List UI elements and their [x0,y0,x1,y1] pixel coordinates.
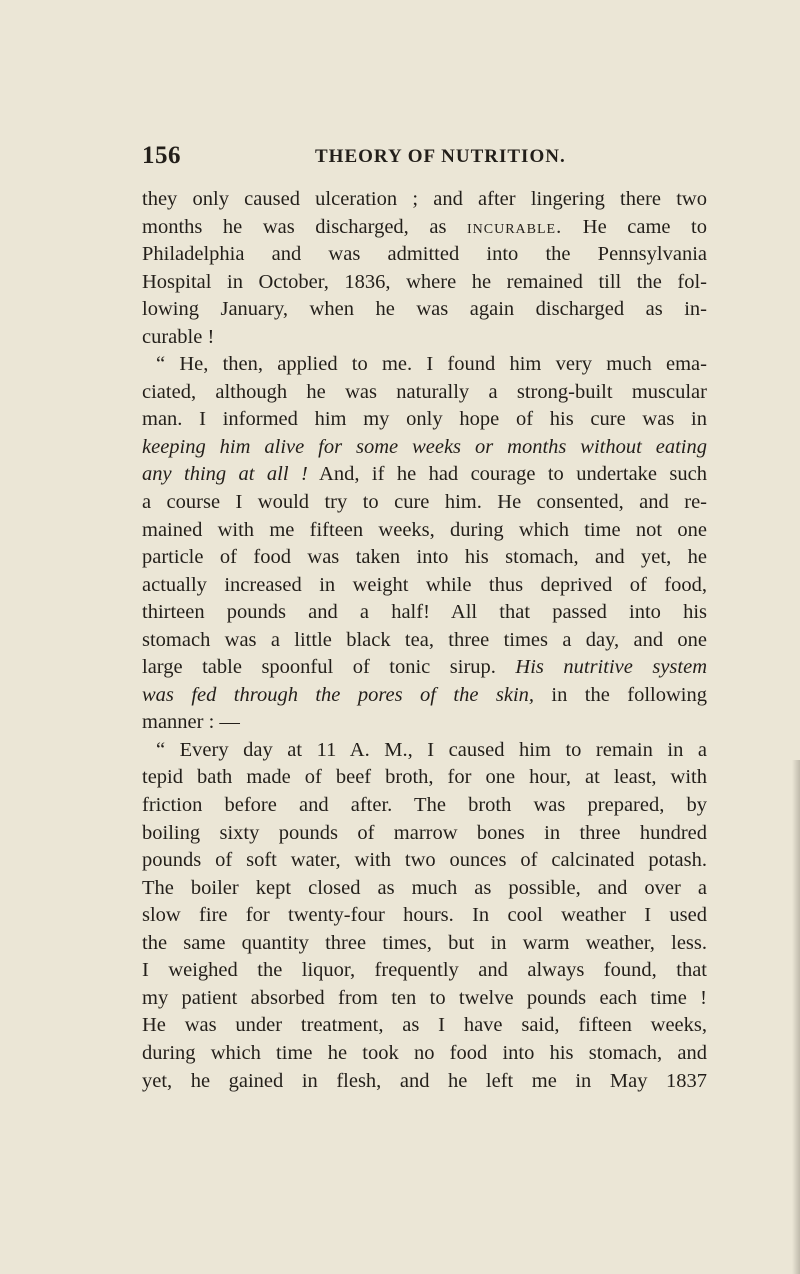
text-segment: manner : — [142,711,240,734]
italic-text: any thing at all ! [142,463,308,486]
page-edge-shadow [792,760,800,1274]
text-segment: yet, he gained in flesh, and he left me in May 1837 [142,1069,707,1092]
text-line [142,654,707,682]
text-segment: mained with me fifteen weeks, during which time not one [142,518,707,541]
text-segment: actually increased in weight while thus deprived of food, [142,573,707,596]
text-line [142,682,707,710]
text-segment: I weighed the liquor, frequently and always found, that [142,959,707,982]
page-number: 156 [142,142,181,169]
text-segment: friction before and after. The broth was prepared, by [142,794,707,817]
text-segment: pounds of soft water, with two ounces of calcinated potash. [142,849,707,872]
text-line [142,406,707,434]
text-segment: the same quantity three times, but in warm weather, less. [142,931,707,954]
text-segment: a course I would try to cure him. He consented, and re- [142,491,707,514]
text-line [142,489,707,517]
text-line [142,572,707,600]
text-segment: thirteen pounds and a half! All that passed into his [142,601,707,624]
text-line [142,351,707,379]
text-line [142,296,707,324]
text-segment: boiling sixty pounds of marrow bones in three hundred [142,821,707,844]
text-line [142,1068,707,1096]
body-text [142,186,707,1095]
text-segment: stomach was a little black tea, three times a day, and one [142,628,707,651]
text-segment: Philadelphia and was admitted into the Pennsylvania [142,243,707,266]
text-segment: He came to [562,215,707,238]
text-segment: particle of food was taken into his stomach, and yet, he [142,546,707,569]
text-segment: And, if he had courage to undertake such [307,463,708,486]
text-line [142,709,707,737]
italic-text: His nutritive system [515,656,707,679]
text-line [142,186,707,214]
text-line [142,847,707,875]
text-segment: lowing January, when he was again discharged as in- [142,298,707,321]
text-line [142,1040,707,1068]
text-line [142,792,707,820]
text-line [142,764,707,792]
text-segment: curable ! [142,325,215,348]
text-line [142,875,707,903]
text-line [142,737,707,765]
text-line [142,902,707,930]
text-segment: months he was discharged, as [142,215,467,238]
text-line [142,379,707,407]
text-line [142,461,707,489]
text-line [142,324,707,352]
text-line [142,214,707,242]
italic-text: keeping him alive for some weeks or months without eating [142,435,707,458]
small-caps-text: incurable. [467,215,563,238]
text-segment: “ Every day at 11 A. M., I caused him to remain in a [156,738,707,761]
text-line [142,517,707,545]
text-segment: they only caused ulceration ; and after lingering there two [142,188,707,210]
text-segment: “ He, then, applied to me. I found him very much ema- [156,353,707,376]
running-title: THEORY OF NUTRITION. [315,146,566,167]
text-segment: my patient absorbed from ten to twelve pounds each time ! [142,986,707,1009]
text-segment: The boiler kept closed as much as possible, and over a [142,876,707,899]
text-line [142,1012,707,1040]
text-line [142,957,707,985]
text-segment: ciated, although he was naturally a strong-built muscular [142,380,707,403]
text-line [142,627,707,655]
text-line [142,269,707,297]
text-segment: man. I informed him my only hope of his cure was in [142,408,707,431]
italic-text: was fed through the pores of the skin, [142,683,535,706]
text-line [142,820,707,848]
text-line [142,985,707,1013]
text-segment: in the following [534,683,707,706]
text-line [142,544,707,572]
text-line [142,930,707,958]
text-segment: Hospital in October, 1836, where he remained till the fol- [142,270,707,293]
text-segment: during which time he took no food into his stomach, and [142,1041,707,1064]
text-line [142,599,707,627]
text-segment: tepid bath made of beef broth, for one hour, at least, with [142,766,707,789]
page-header [142,142,702,172]
text-segment: slow fire for twenty-four hours. In cool weather I used [142,904,707,927]
text-line [142,434,707,462]
text-line [142,241,707,269]
text-segment: He was under treatment, as I have said, fifteen weeks, [142,1014,707,1037]
text-segment: large table spoonful of tonic sirup. [142,656,516,679]
